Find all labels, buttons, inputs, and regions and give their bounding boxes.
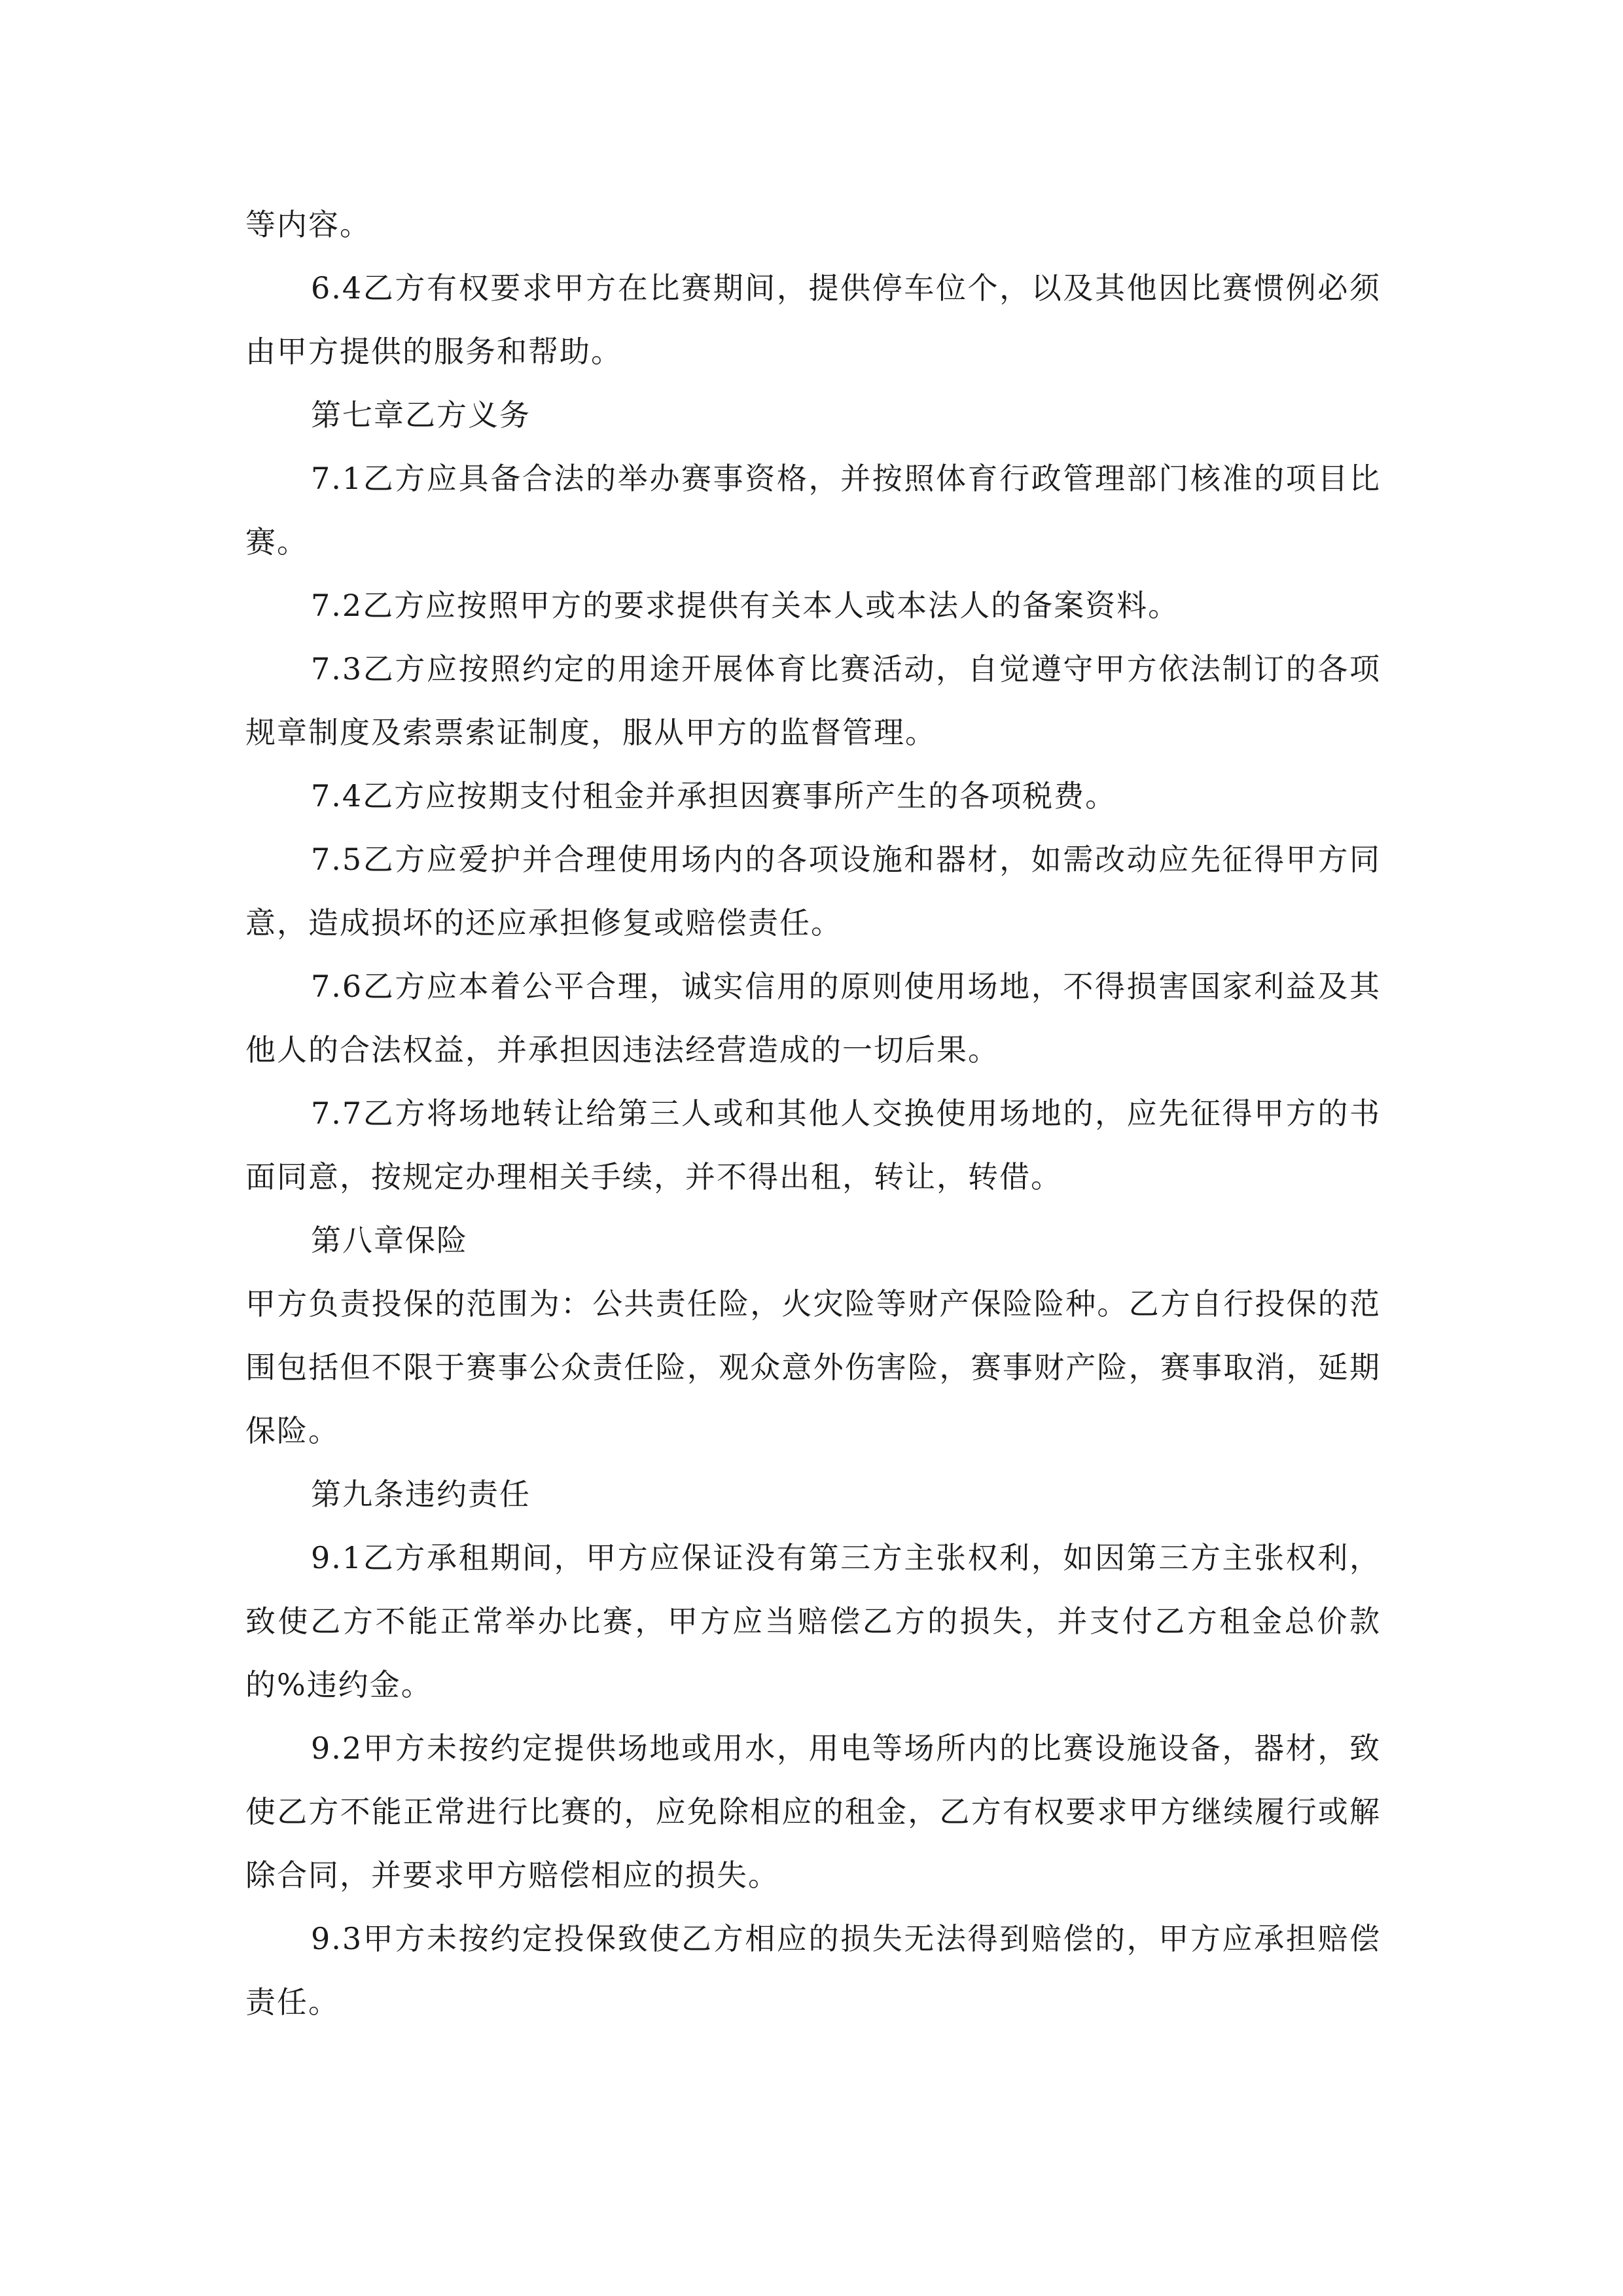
clause-6-4: 6.4乙方有权要求甲方在比赛期间，提供停车位个，以及其他因比赛惯例必须由甲方提供的服务和帮助。 — [245, 270, 1381, 369]
clause-7-3: 7.3乙方应按照约定的用途开展体育比赛活动，自觉遵守甲方依法制订的各项规章制度及索票索证制度，服从甲方的监督管理。 — [245, 651, 1381, 750]
clause-7-7: 7.7乙方将场地转让给第三人或和其他人交换使用场地的，应先征得甲方的书面同意，按规定办理相关手续，并不得出租，转让，转借。 — [245, 1096, 1381, 1194]
clause-7-4: 7.4乙方应按期支付租金并承担因赛事所产生的各项税费。 — [311, 778, 1117, 814]
document-body — [245, 193, 1381, 2034]
clause-9-3: 9.3甲方未按约定投保致使乙方相应的损失无法得到赔偿的，甲方应承担赔偿责任。 — [245, 1921, 1381, 2020]
clause-9-2: 9.2甲方未按约定提供场地或用水，用电等场所内的比赛设施设备，器材，致使乙方不能正常进行比赛的，应免除相应的租金，乙方有权要求甲方继续履行或解除合同，并要求甲方赔偿相应的损失。 — [245, 1731, 1381, 1893]
chapter-9-heading: 第九条违约责任 — [311, 1477, 531, 1512]
chapter-8-heading: 第八章保险 — [311, 1223, 468, 1258]
clause-9-1: 9.1乙方承租期间，甲方应保证没有第三方主张权利，如因第三方主张权利，致使乙方不能正常举办比赛，甲方应当赔偿乙方的损失，并支付乙方租金总价款的%违约金。 — [245, 1540, 1381, 1702]
clause-7-2: 7.2乙方应按照甲方的要求提供有关本人或本法人的备案资料。 — [311, 588, 1180, 623]
clause-7-6: 7.6乙方应本着公平合理，诚实信用的原则使用场地，不得损害国家利益及其他人的合法权益，并承担因违法经营造成的一切后果。 — [245, 969, 1381, 1067]
insurance-paragraph: 甲方负责投保的范围为：公共责任险，火灾险等财产保险险种。乙方自行投保的范围包括但不限于赛事公众责任险，观众意外伤害险，赛事财产险，赛事取消，延期保险。 — [245, 1286, 1381, 1448]
paragraph-continuation: 等内容。 — [245, 207, 371, 242]
clause-7-1: 7.1乙方应具备合法的举办赛事资格，并按照体育行政管理部门核准的项目比赛。 — [245, 461, 1381, 560]
clause-7-5: 7.5乙方应爱护并合理使用场内的各项设施和器材，如需改动应先征得甲方同意，造成损坏的还应承担修复或赔偿责任。 — [245, 842, 1381, 941]
chapter-7-heading: 第七章乙方义务 — [311, 397, 531, 433]
